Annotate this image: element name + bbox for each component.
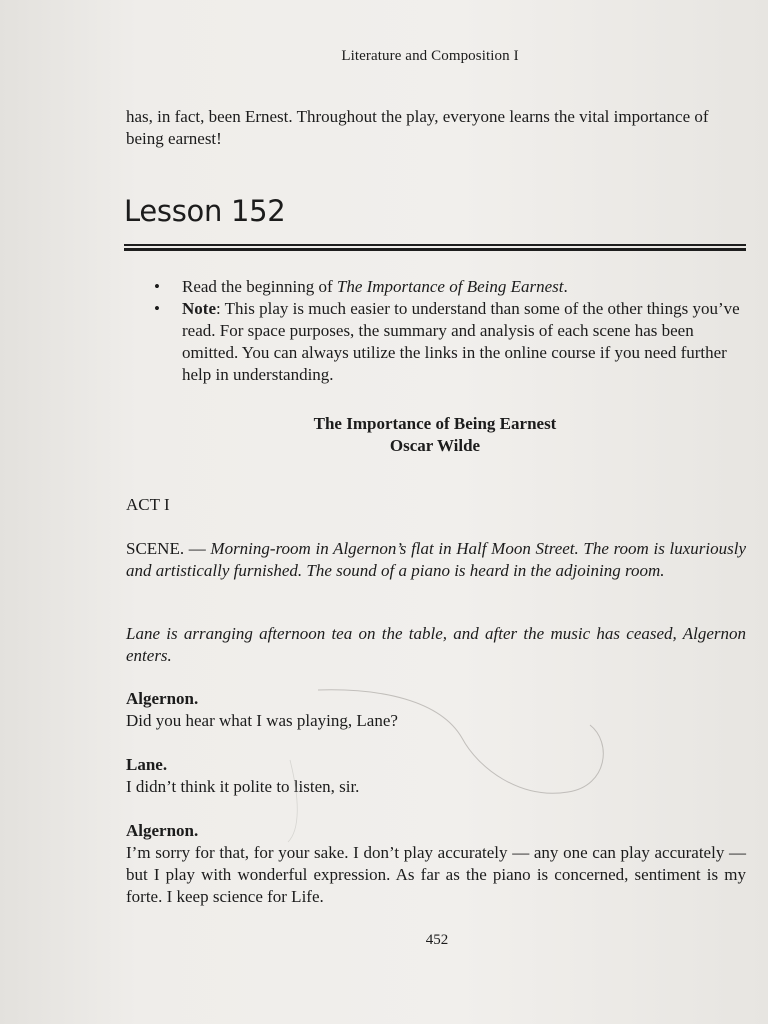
scene-label: SCENE. — [126,539,211,558]
scene-text: Morning-room in Algernon’s flat in Half Moon Street. The room is luxuriously and artistically furnished. The sound of a piano is heard in the adjoining room. [126,539,746,580]
speaker-name: Lane. [126,755,168,774]
dialogue-line: I’m sorry for that, for your sake. I don’t play accurately — any one can play accurately — but I play with wonderful expression. As far as the piano is concerned, sentiment is my forte. I keep science for Life. [126,843,746,906]
dialogue-block [126,688,746,732]
note-label: Note [182,299,216,318]
note-text: : This play is much easier to understand than some of the other things you’ve read. For space purposes, the summary and analysis of each scene has been omitted. You can always utilize the links in the online course if you need further help in understanding. [182,299,740,384]
bullet-item-reading [182,276,748,298]
play-author: Oscar Wilde [389,436,481,455]
dialogue-line: I didn’t think it polite to listen, sir. [126,777,360,796]
bullet-prefix: Read the beginning of [182,277,337,296]
lesson-bullets [182,276,748,386]
intro-paragraph: has, in fact, been Ernest. Throughout the play, everyone learns the vital importance of being earnest! [126,107,709,148]
page-number: 452 [425,932,449,948]
dialogue-line: Did you hear what I was playing, Lane? [126,711,398,730]
play-title: The Importance of Being Earnest [313,414,557,433]
speaker-name: Algernon. [126,821,199,840]
play-title-reference: The Importance of Being Earnest [336,277,564,296]
lesson-title: Lesson 152 [124,194,286,228]
scene-description [126,538,746,582]
stage-direction: Lane is arranging afternoon tea on the table, and after the music has ceased, Algernon enters. [126,624,746,665]
act-heading: ACT I [126,495,170,514]
dialogue-block [126,754,746,798]
title-rule [124,244,746,251]
dialogue-block [126,820,746,908]
play-heading [120,413,750,457]
speaker-name: Algernon. [126,689,199,708]
bullet-suffix: . [563,277,568,296]
bullet-item-note [182,298,748,386]
running-head: Literature and Composition I [341,48,519,64]
